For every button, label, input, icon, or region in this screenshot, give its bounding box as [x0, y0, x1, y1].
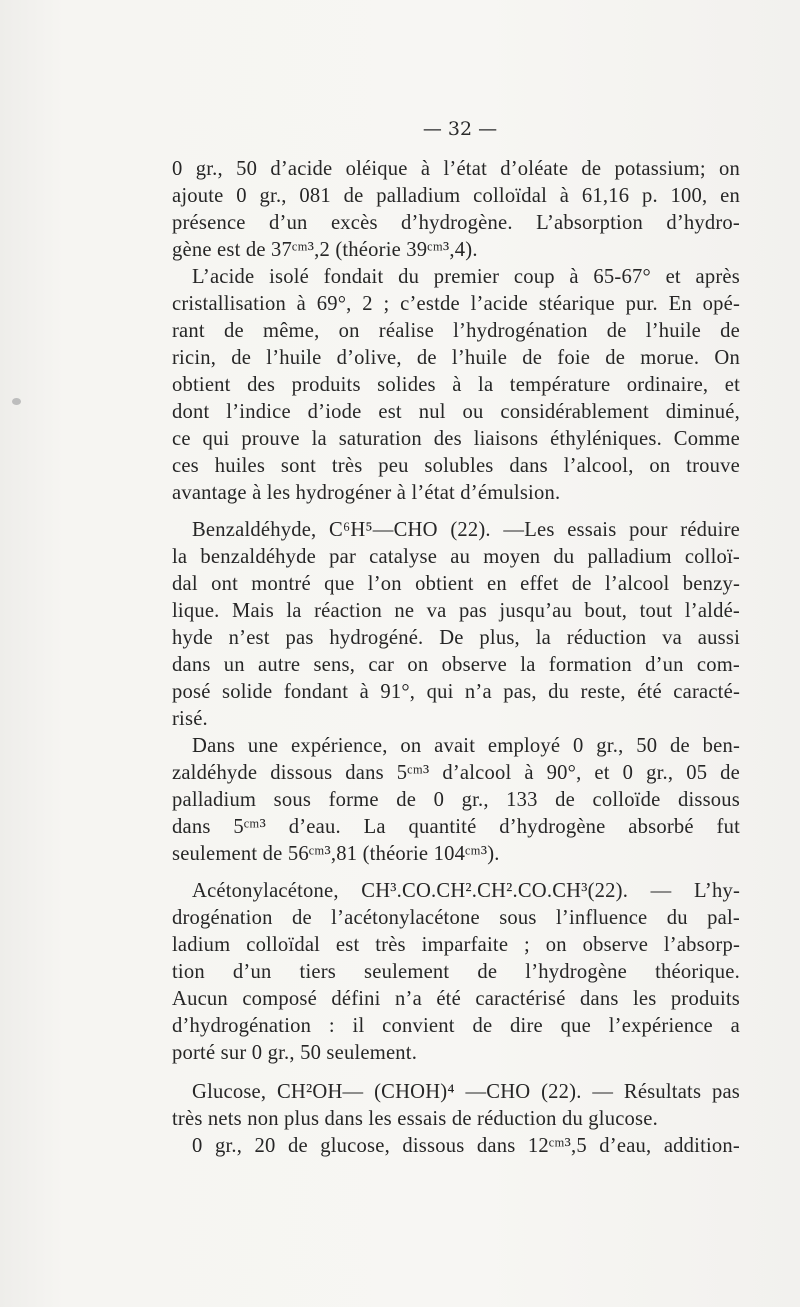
- text-line: Dans une expérience, on avait employé 0 gr., 50 de ben-: [192, 735, 740, 757]
- paragraph-stearic-acid: [172, 264, 740, 507]
- text-line: dal ont montré que l’on obtient en effet de l’alcool benzy-: [172, 573, 740, 595]
- paragraph-experiment: [172, 733, 740, 868]
- text-line: la benzaldéhyde par catalyse au moyen du palladium colloï-: [172, 546, 740, 568]
- text-line: palladium sous forme de 0 gr., 133 de colloïde dissous: [172, 789, 740, 811]
- text-line: 0 gr., 50 d’acide oléique à l’état d’oléate de potassium; on: [172, 158, 740, 180]
- paragraph-benzaldehyde: [172, 517, 740, 733]
- text-line: porté sur 0 gr., 50 seulement.: [172, 1042, 418, 1064]
- text-line: ajoute 0 gr., 081 de palladium colloïdal à 61,16 p. 100, en: [172, 185, 740, 207]
- text-line: hyde n’est pas hydrogéné. De plus, la réduction va aussi: [172, 627, 740, 649]
- text-line: seulement de 56ᶜᵐ³,81 (théorie 104ᶜᵐ³).: [172, 843, 500, 865]
- text-line: Acétonylacétone, CH³.CO.CH².CH².CO.CH³(22). — L’hy-: [192, 880, 740, 902]
- text-line: ladium colloïdal est très imparfaite ; on observe l’absorp-: [172, 934, 740, 956]
- paragraph-acetonylacetone: [172, 878, 740, 1067]
- body-text: [172, 156, 740, 1160]
- text-line: présence d’un excès d’hydrogène. L’absorption d’hydro-: [172, 212, 740, 234]
- text-line: ce qui prouve la saturation des liaisons éthyléniques. Comme: [172, 428, 740, 450]
- text-line: zaldéhyde dissous dans 5ᶜᵐ³ d’alcool à 90°, et 0 gr., 05 de: [172, 762, 740, 784]
- paragraph-glucose-experiment: [172, 1133, 740, 1160]
- text-line: risé.: [172, 708, 208, 730]
- text-line: rant de même, on réalise l’hydrogénation de l’huile de: [172, 320, 740, 342]
- text-line: gène est de 37ᶜᵐ³,2 (théorie 39ᶜᵐ³,4).: [172, 239, 478, 261]
- text-line: tion d’un tiers seulement de l’hydrogène théorique.: [172, 961, 740, 983]
- paragraph-oleic-acid: [172, 156, 740, 264]
- paper-speck: [12, 398, 21, 405]
- text-line: drogénation de l’acétonylacétone sous l’influence du pal-: [172, 907, 740, 929]
- text-line: très nets non plus dans les essais de réduction du glucose.: [172, 1108, 658, 1130]
- page-number: — 32 —: [422, 118, 498, 140]
- text-line: ces huiles sont très peu solubles dans l’alcool, on trouve: [172, 455, 740, 477]
- text-line: avantage à les hydrogéner à l’état d’émulsion.: [172, 482, 561, 504]
- text-line: dans un autre sens, car on observe la formation d’un com-: [172, 654, 740, 676]
- text-line: Aucun composé défini n’a été caractérisé dans les produits: [172, 988, 740, 1010]
- text-line: obtient des produits solides à la température ordinaire, et: [172, 374, 740, 396]
- text-line: Benzaldéhyde, C⁶H⁵—CHO (22). —Les essais pour réduire: [192, 519, 740, 541]
- text-line: cristallisation à 69°, 2 ; c’estde l’acide stéarique pur. En opé-: [172, 293, 740, 315]
- text-line: L’acide isolé fondait du premier coup à 65-67° et après: [192, 266, 740, 288]
- paragraph-glucose: [172, 1079, 740, 1133]
- text-line: d’hydrogénation : il convient de dire que l’expérience a: [172, 1015, 740, 1037]
- text-line: dans 5ᶜᵐ³ d’eau. La quantité d’hydrogène absorbé fut: [172, 816, 740, 838]
- text-line: Glucose, CH²OH— (CHOH)⁴ —CHO (22). — Résultats pas: [192, 1081, 740, 1103]
- text-line: dont l’indice d’iode est nul ou considérablement diminué,: [172, 401, 740, 423]
- text-line: lique. Mais la réaction ne va pas jusqu’au bout, tout l’aldé-: [172, 600, 740, 622]
- text-line: 0 gr., 20 de glucose, dissous dans 12ᶜᵐ³,5 d’eau, addition-: [192, 1135, 740, 1157]
- text-line: ricin, de l’huile d’olive, de l’huile de foie de morue. On: [172, 347, 740, 369]
- text-line: posé solide fondant à 91°, qui n’a pas, du reste, été caracté-: [172, 681, 740, 703]
